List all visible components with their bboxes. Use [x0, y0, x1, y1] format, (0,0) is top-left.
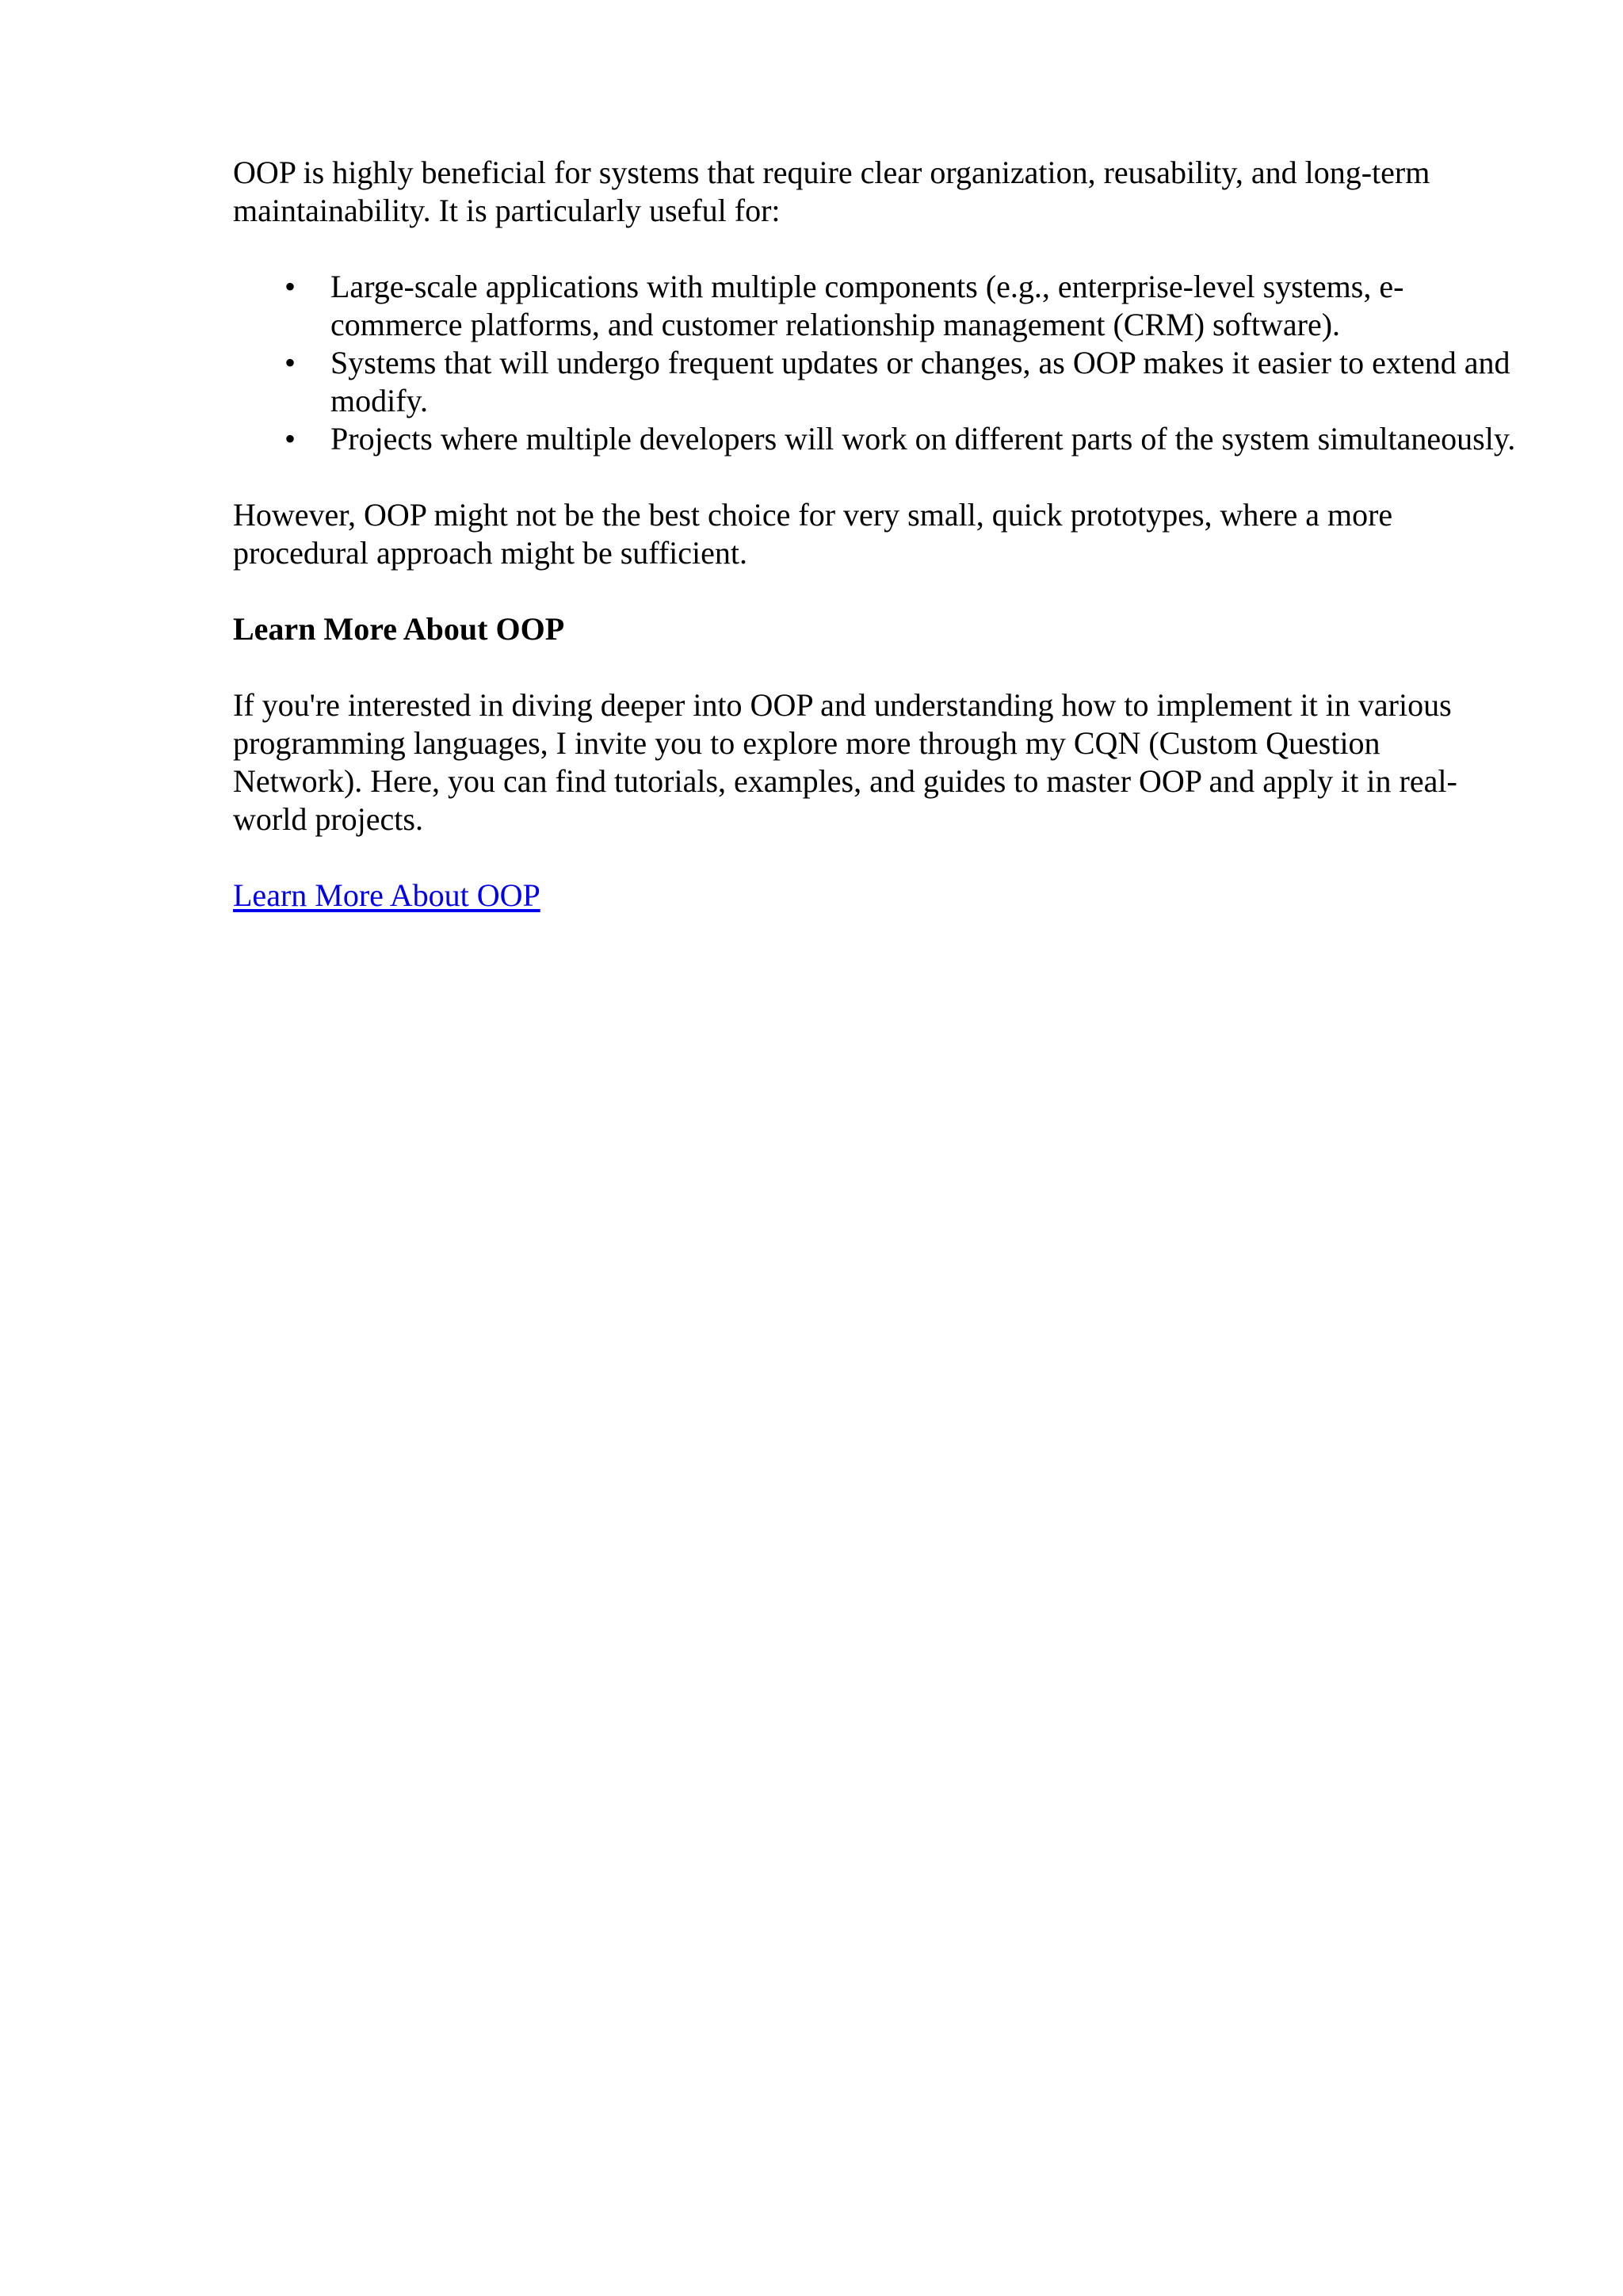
section-heading: Learn More About OOP — [233, 611, 565, 647]
benefits-list — [233, 268, 1517, 458]
bullet-icon: • — [284, 421, 296, 457]
cqn-paragraph: If you're interested in diving deeper into OOP and understanding how to implement it in various programming languages, I invite you to explore more through my CQN (Custom Question Network). Here, you can find tutorials, examples, and guides to master OOP and apply it in real-world projects. — [233, 687, 1457, 837]
intro-paragraph: OOP is highly beneficial for systems that require clear organization, reusability, and long-term maintainability. It is particularly useful for: — [233, 155, 1430, 228]
bullet-icon: • — [284, 345, 296, 380]
bullet-icon: • — [284, 269, 296, 304]
list-item — [233, 344, 1517, 420]
list-item-text: Large-scale applications with multiple components (e.g., enterprise-level systems, e-commerce platforms, and customer relationship management (CRM) software). — [330, 269, 1404, 342]
list-item-text: Projects where multiple developers will work on different parts of the system simultaneously. — [330, 421, 1516, 457]
list-item-text: Systems that will undergo frequent updates or changes, as OOP makes it easier to extend and modify. — [330, 345, 1510, 418]
document-body — [233, 154, 1517, 953]
however-paragraph: However, OOP might not be the best choice for very small, quick prototypes, where a more procedural approach might be sufficient. — [233, 497, 1393, 571]
learn-more-link[interactable]: Learn More About OOP — [233, 877, 540, 913]
list-item — [233, 420, 1517, 458]
link-paragraph — [233, 877, 1517, 915]
list-item — [233, 268, 1517, 344]
